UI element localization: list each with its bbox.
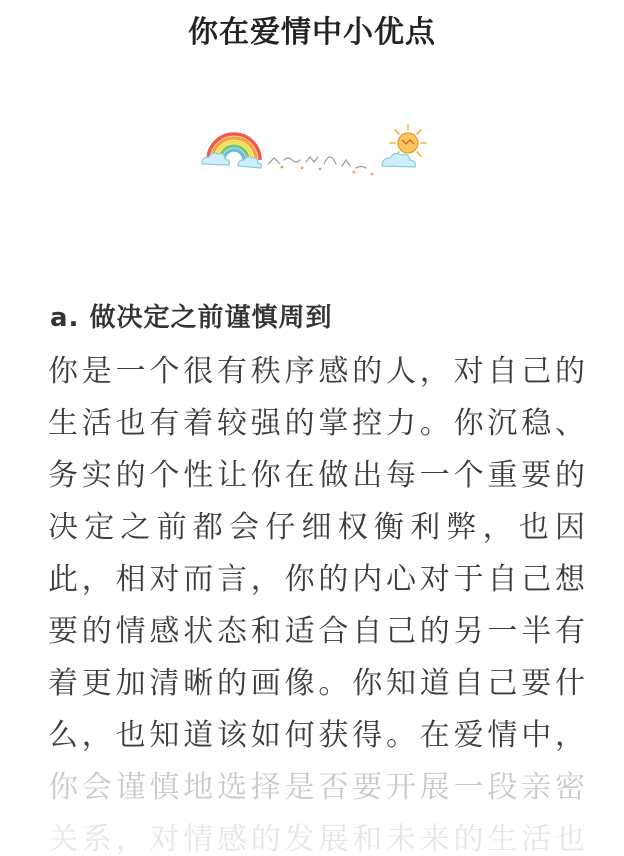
body-line: 你是一个很有秩序感的人，对自己的 — [48, 354, 588, 389]
cloud-icon — [382, 154, 415, 167]
article-title: 你在爱情中小优点 — [188, 15, 436, 50]
body-line: 务实的个性让你在做出每一个重要的 — [48, 458, 588, 493]
body-line: 么，也知道该如何获得。在爱情中， — [48, 718, 588, 753]
body-line-faded: 关系，对情感的发展和未来的生活也 — [48, 822, 588, 856]
section-heading: a. 做决定之前谨慎周到 — [50, 303, 333, 333]
body-line: 要的情感状态和适合自己的另一半有 — [48, 614, 588, 649]
body-line: 决定之前都会仔细权衡利弊，也因 — [48, 510, 588, 545]
body-line: 此，相对而言，你的内心对于自己想 — [48, 562, 588, 597]
body-line-faded: 你会谨慎地选择是否要开展一段亲密 — [48, 770, 588, 805]
body-line: 生活也有着较强的掌控力。你沉稳、 — [48, 406, 588, 441]
body-line: 着更加清晰的画像。你知道自己要什 — [48, 666, 588, 701]
rainbow-divider-icon — [196, 122, 432, 184]
